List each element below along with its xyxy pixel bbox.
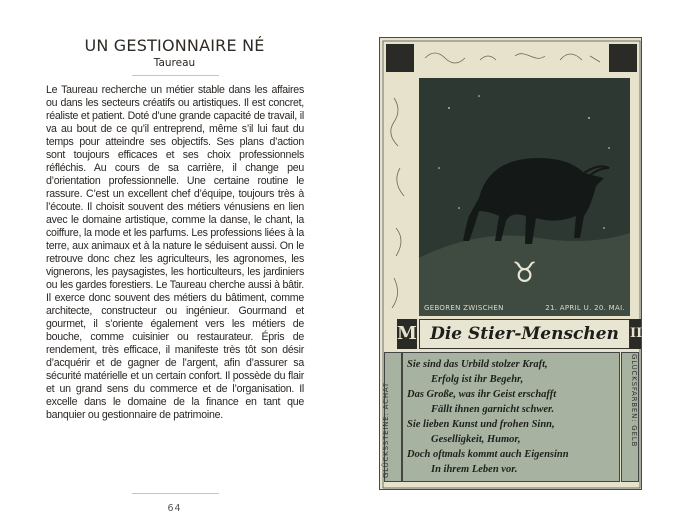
initial-right: II xyxy=(630,319,641,349)
taurus-postcard xyxy=(379,37,642,490)
page-title: UN GESTIONNAIRE NÉ xyxy=(84,36,265,55)
verse xyxy=(402,352,620,482)
born-between-label: GEBOREN ZWISCHEN xyxy=(424,304,504,312)
verse-line: In ihrem Leben vor. xyxy=(431,464,518,475)
date-range: 21. APRIL U. 20. MAI. xyxy=(545,304,625,312)
body-text: Le Taureau recherche un métier stable dans les affaires ou dans les secteurs créatifs ou artistiques. Il est concret, réaliste et patient. Doté d’une grande capacité de travail, il va au bout de ce qu’il entreprend, même s’il lui faut du temps pour atteindre ses objectifs. Ses plans d’action sont toujours efficaces et ses choix professionnels réfléchis. Au cours de sa carrière, il change peu d’orientation professionnelle. Une certaine routine le rassure. C’est un excellent chef d’équipe, toujours très à l’écoute. Il choisit souvent des métiers vénusiens en lien avec le domaine artistique, comme la danse, le chant, la coiffure, la mode et les parfums. Les professions liées à la terre, aux animaux et à la nature le séduisent aussi. On le retrouve donc chez les agriculteurs, les agronomes, les vignerons, les paysagistes, les horticulteurs, les jardiniers ou les gardes forestiers. Le Taureau cherche aussi à bâtir. Il exerce donc souvent des métiers du bâtiment, comme architecte, constructeur ou ingénieur. Gourmand et gourmet, il s’oriente également vers les métiers de bouche, comme cuisinier ou restaurateur. Épris de rendement, très efficace, il manifeste très tôt son désir d’acquérir et de gagner de l’argent, afin d’assurer sa sécurité matérielle et un certain confort. Il possède du flair et un grand sens du commerce et de l’organisation. Il excelle dans le domaine de la finance en tant que banquier ou gestionnaire de patrimoine. xyxy=(46,84,304,421)
verse-line: Fällt ihnen garnicht schwer. xyxy=(431,404,555,415)
verse-line: Geselligkeit, Humor, xyxy=(431,434,521,445)
footer-divider xyxy=(132,493,219,494)
verse-line: Das Große, was ihr Geist erschafft xyxy=(407,389,557,400)
verse-line: Erfolg ist ihr Begehr, xyxy=(431,374,524,385)
verse-line: Sie lieben Kunst und frohen Sinn, xyxy=(407,419,555,430)
lucky-stones-label: GLÜCKSSTEINE: ACHAT xyxy=(382,381,390,478)
page-subtitle: Taureau xyxy=(153,57,196,69)
title-divider xyxy=(132,75,219,76)
lucky-colors-label: GLÜCKSFARBEN: GELB xyxy=(630,354,638,448)
verse-line: Sie sind das Urbild stolzer Kraft, xyxy=(407,359,548,370)
bull-illustration xyxy=(419,78,630,316)
taurus-symbol: ♉ xyxy=(511,256,538,289)
initial-left: M xyxy=(397,319,417,349)
verse-line: Doch oftmals kommt auch Eigensinn xyxy=(407,449,569,460)
page-number: 64 xyxy=(167,503,182,514)
card-heading: Die Stier-Menschen xyxy=(419,319,630,349)
